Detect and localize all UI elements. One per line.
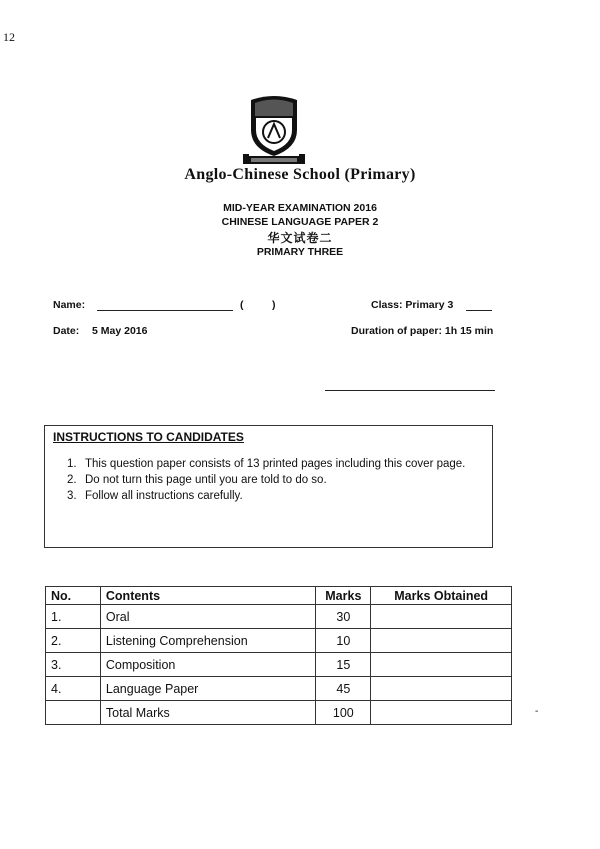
row-no: 4. — [46, 677, 101, 701]
instructions-box — [44, 425, 493, 548]
instruction-item — [67, 488, 465, 504]
name-label: Name: — [53, 299, 86, 311]
duration-label: Duration of paper: 1h 15 min — [351, 325, 494, 337]
school-crest-icon — [241, 94, 307, 168]
row-marks-obtained[interactable] — [371, 629, 512, 653]
total-marks: 100 — [316, 701, 371, 725]
header-marks-obtained: Marks Obtained — [371, 587, 512, 605]
row-marks: 45 — [316, 677, 371, 701]
stray-mark: - — [535, 706, 539, 717]
row-marks-obtained[interactable] — [371, 677, 512, 701]
marks-table — [45, 586, 512, 725]
name-field[interactable] — [97, 310, 233, 311]
date-value: 5 May 2016 — [92, 325, 148, 337]
name-paren-open: ( — [240, 299, 244, 311]
class-label: Class: Primary 3 — [371, 299, 454, 311]
row-contents: Composition — [100, 653, 315, 677]
instruction-text: This question paper consists of 13 printed pages including this cover page. — [85, 458, 466, 470]
exam-paper: CHINESE LANGUAGE PAPER 2 — [221, 216, 379, 228]
school-name: Anglo-Chinese School (Primary) — [184, 166, 416, 183]
header-marks: Marks — [316, 587, 371, 605]
row-contents: Language Paper — [100, 677, 315, 701]
instruction-number: 2. — [67, 474, 77, 486]
instructions-list — [67, 456, 465, 504]
table-row — [46, 653, 512, 677]
instruction-item — [67, 456, 465, 472]
instruction-item — [67, 472, 465, 488]
row-contents: Oral — [100, 605, 315, 629]
row-marks: 30 — [316, 605, 371, 629]
instructions-title: INSTRUCTIONS TO CANDIDATES — [53, 430, 244, 444]
row-marks-obtained[interactable] — [371, 653, 512, 677]
table-row — [46, 629, 512, 653]
total-marks-obtained[interactable] — [371, 701, 512, 725]
signature-line — [325, 390, 495, 391]
exam-level: PRIMARY THREE — [256, 246, 344, 258]
exam-paper-chinese: 华文试卷二 — [267, 231, 333, 245]
instruction-number: 1. — [67, 458, 77, 470]
page-number: 12 — [3, 30, 15, 44]
instruction-text: Follow all instructions carefully. — [85, 490, 243, 502]
date-label: Date: — [53, 325, 80, 337]
header-contents: Contents — [100, 587, 315, 605]
table-row — [46, 677, 512, 701]
instruction-text: Do not turn this page until you are told to do so. — [85, 474, 327, 486]
total-no-cell — [46, 701, 101, 725]
row-marks-obtained[interactable] — [371, 605, 512, 629]
row-contents: Listening Comprehension — [100, 629, 315, 653]
table-header-row — [46, 587, 512, 605]
exam-title: MID-YEAR EXAMINATION 2016 — [223, 202, 377, 214]
row-marks: 15 — [316, 653, 371, 677]
table-row — [46, 605, 512, 629]
row-marks: 10 — [316, 629, 371, 653]
row-no: 2. — [46, 629, 101, 653]
row-no: 3. — [46, 653, 101, 677]
class-field[interactable] — [466, 310, 492, 311]
header-no: No. — [46, 587, 101, 605]
instruction-number: 3. — [67, 490, 77, 502]
name-paren-close: ) — [272, 299, 276, 311]
total-label: Total Marks — [100, 701, 315, 725]
total-row — [46, 701, 512, 725]
row-no: 1. — [46, 605, 101, 629]
